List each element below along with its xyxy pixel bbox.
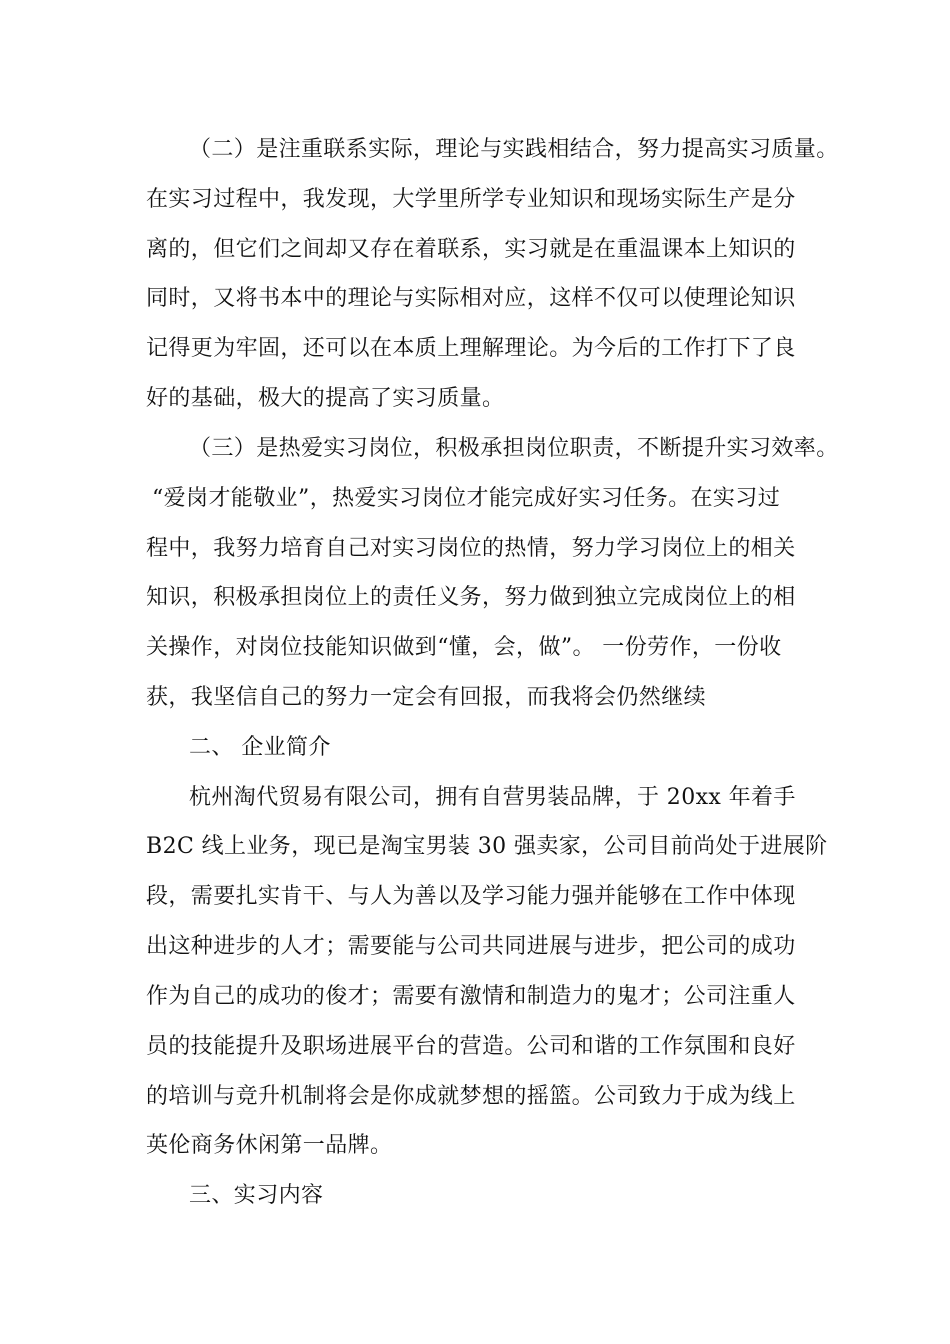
text-line: 出这种进步的人才；需要能与公司共同进展与进步，把公司的成功 [146, 934, 796, 959]
text-line: 段，需要扎实肯干、与人为善以及学习能力强并能够在工作中体现 [146, 884, 796, 909]
paragraph-3-heading: （三）是热爱实习岗位，积极承担岗位职责，不断提升实习效率。 [189, 436, 839, 461]
text-line: 好的基础，极大的提高了实习质量。 [146, 386, 505, 411]
text-line: 在实习过程中，我发现，大学里所学专业知识和现场实际生产是分 [146, 187, 796, 212]
text-line: 程中，我努力培育自己对实习岗位的热情，努力学习岗位上的相关 [146, 536, 796, 561]
text-line: 获，我坚信自己的努力一定会有回报，而我将会仍然继续 [146, 685, 707, 710]
text-line: 杭州淘代贸易有限公司，拥有自营男装品牌，于 20xx 年着手 [189, 785, 796, 810]
text-line: 的培训与竞升机制将会是你成就梦想的摇篮。公司致力于成为线上 [146, 1084, 796, 1109]
text-line: 英伦商务休闲第一品牌。 [146, 1133, 393, 1158]
text-line: 员的技能提升及职场进展平台的营造。公司和谐的工作氛围和良好 [146, 1034, 796, 1059]
text-line: 同时，又将书本中的理论与实际相对应，这样不仅可以使理论知识 [146, 286, 796, 311]
text-line: 关操作，对岗位技能知识做到“懂，会，做”。 一份劳作，一份收 [146, 635, 782, 660]
text-line: “爱岗才能敬业”，热爱实习岗位才能完成好实习任务。在实习过 [152, 486, 781, 511]
text-line: 离的，但它们之间却又存在着联系，实习就是在重温课本上知识的 [146, 237, 796, 262]
section-heading-company-intro: 二、 企业简介 [189, 735, 331, 760]
text-line: 作为自己的成功的俊才；需要有激情和制造力的鬼才；公司注重人 [146, 984, 796, 1009]
text-line: 知识，积极承担岗位上的责任义务，努力做到独立完成岗位上的相 [146, 585, 796, 610]
text-line: B2C 线上业务，现已是淘宝男装 30 强卖家，公司目前尚处于进展阶 [146, 834, 828, 859]
text-line: 记得更为牢固，还可以在本质上理解理论。为今后的工作打下了良 [146, 336, 796, 361]
section-heading-internship-content: 三、实习内容 [189, 1183, 324, 1208]
paragraph-2-heading: （二）是注重联系实际，理论与实践相结合，努力提高实习质量。 [189, 137, 839, 162]
